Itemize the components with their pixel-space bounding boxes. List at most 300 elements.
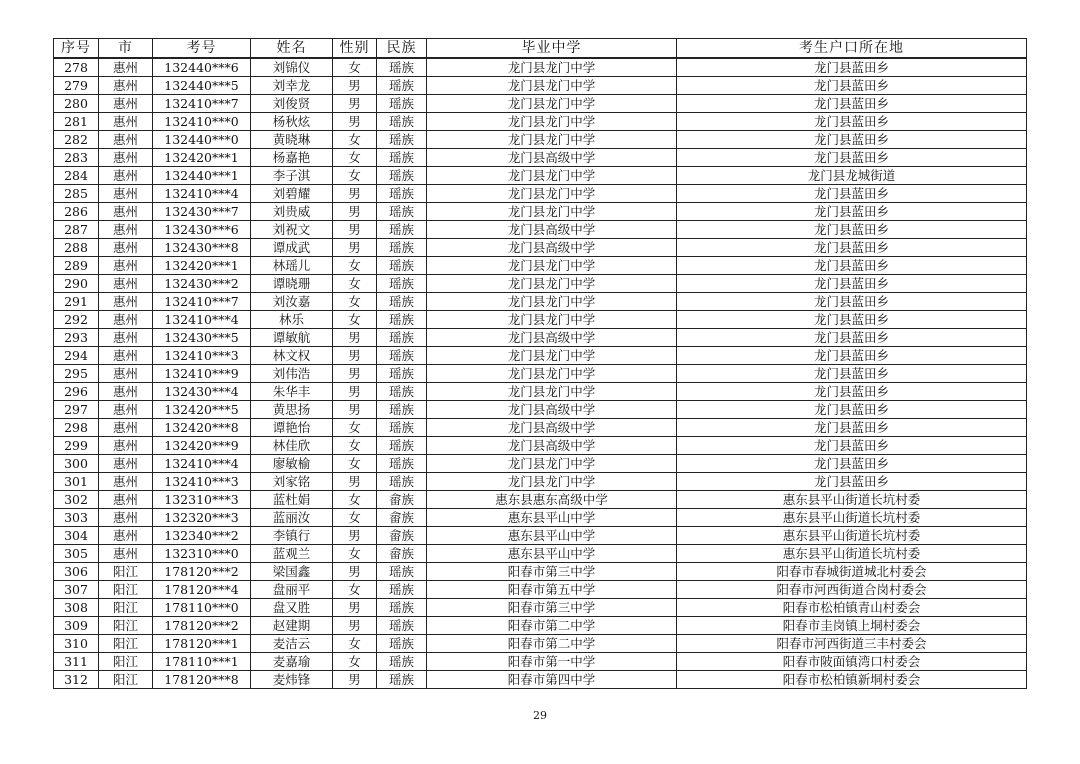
table-row — [54, 473, 1027, 491]
row-graduated-school: 龙门县龙门中学 — [427, 347, 677, 365]
row-exam-number: 132420***9 — [153, 437, 251, 455]
row-exam-number: 132440***1 — [153, 167, 251, 185]
row-name: 刘贵威 — [251, 203, 333, 221]
table-row — [54, 185, 1027, 203]
row-household-location: 龙门县蓝田乡 — [677, 239, 1027, 257]
row-exam-number: 132420***5 — [153, 401, 251, 419]
row-graduated-school: 龙门县高级中学 — [427, 437, 677, 455]
table-row — [54, 671, 1027, 689]
row-gender: 男 — [333, 671, 377, 689]
row-gender: 男 — [333, 599, 377, 617]
row-index: 287 — [54, 221, 99, 239]
row-exam-number: 132310***3 — [153, 491, 251, 509]
roster-body — [54, 58, 1027, 689]
row-name: 蓝观兰 — [251, 545, 333, 563]
row-index: 284 — [54, 167, 99, 185]
row-graduated-school: 龙门县高级中学 — [427, 221, 677, 239]
row-city: 惠州 — [99, 365, 153, 383]
table-row — [54, 437, 1027, 455]
row-name: 杨嘉艳 — [251, 149, 333, 167]
row-ethnicity: 畲族 — [377, 527, 427, 545]
row-exam-number: 132310***0 — [153, 545, 251, 563]
row-household-location: 龙门县蓝田乡 — [677, 257, 1027, 275]
header-exam-number: 考号 — [153, 39, 251, 59]
table-row — [54, 293, 1027, 311]
row-index: 310 — [54, 635, 99, 653]
table-row — [54, 545, 1027, 563]
row-name: 麦嘉瑜 — [251, 653, 333, 671]
row-household-location: 龙门县蓝田乡 — [677, 77, 1027, 95]
row-graduated-school: 龙门县龙门中学 — [427, 77, 677, 95]
table-row — [54, 347, 1027, 365]
table-row — [54, 131, 1027, 149]
row-graduated-school: 阳春市第三中学 — [427, 563, 677, 581]
row-index: 297 — [54, 401, 99, 419]
row-graduated-school: 阳春市第五中学 — [427, 581, 677, 599]
row-index: 286 — [54, 203, 99, 221]
row-index: 293 — [54, 329, 99, 347]
row-gender: 男 — [333, 77, 377, 95]
row-gender: 女 — [333, 509, 377, 527]
row-city: 阳江 — [99, 653, 153, 671]
row-graduated-school: 龙门县龙门中学 — [427, 185, 677, 203]
row-graduated-school: 龙门县龙门中学 — [427, 473, 677, 491]
row-exam-number: 132430***2 — [153, 275, 251, 293]
row-exam-number: 178120***8 — [153, 671, 251, 689]
row-name: 林文权 — [251, 347, 333, 365]
row-city: 惠州 — [99, 473, 153, 491]
row-graduated-school: 阳春市第二中学 — [427, 635, 677, 653]
row-index: 290 — [54, 275, 99, 293]
row-exam-number: 132430***4 — [153, 383, 251, 401]
row-name: 刘幸龙 — [251, 77, 333, 95]
row-ethnicity: 瑶族 — [377, 581, 427, 599]
row-name: 盘又胜 — [251, 599, 333, 617]
row-name: 谭晓珊 — [251, 275, 333, 293]
row-ethnicity: 瑶族 — [377, 203, 427, 221]
table-row — [54, 509, 1027, 527]
row-name: 麦洁云 — [251, 635, 333, 653]
row-name: 刘锦仪 — [251, 58, 333, 77]
row-ethnicity: 瑶族 — [377, 257, 427, 275]
row-index: 302 — [54, 491, 99, 509]
row-ethnicity: 瑶族 — [377, 221, 427, 239]
row-index: 280 — [54, 95, 99, 113]
row-graduated-school: 龙门县龙门中学 — [427, 383, 677, 401]
row-ethnicity: 瑶族 — [377, 58, 427, 77]
row-exam-number: 132440***5 — [153, 77, 251, 95]
row-name: 刘祝文 — [251, 221, 333, 239]
row-household-location: 龙门县蓝田乡 — [677, 275, 1027, 293]
row-city: 惠州 — [99, 131, 153, 149]
row-graduated-school: 龙门县龙门中学 — [427, 203, 677, 221]
row-name: 蓝丽汝 — [251, 509, 333, 527]
row-graduated-school: 龙门县龙门中学 — [427, 113, 677, 131]
row-graduated-school: 龙门县龙门中学 — [427, 131, 677, 149]
row-exam-number: 132410***4 — [153, 185, 251, 203]
row-city: 阳江 — [99, 581, 153, 599]
row-gender: 女 — [333, 437, 377, 455]
row-exam-number: 132430***7 — [153, 203, 251, 221]
row-city: 阳江 — [99, 563, 153, 581]
row-name: 林佳欣 — [251, 437, 333, 455]
row-index: 298 — [54, 419, 99, 437]
row-index: 295 — [54, 365, 99, 383]
row-exam-number: 178110***0 — [153, 599, 251, 617]
row-city: 惠州 — [99, 239, 153, 257]
row-ethnicity: 瑶族 — [377, 293, 427, 311]
row-ethnicity: 瑶族 — [377, 599, 427, 617]
row-exam-number: 132410***3 — [153, 347, 251, 365]
row-household-location: 龙门县蓝田乡 — [677, 383, 1027, 401]
roster-sheet — [53, 38, 1027, 689]
row-exam-number: 132420***8 — [153, 419, 251, 437]
row-graduated-school: 龙门县龙门中学 — [427, 365, 677, 383]
row-exam-number: 178120***1 — [153, 635, 251, 653]
row-household-location: 龙门县蓝田乡 — [677, 185, 1027, 203]
row-household-location: 龙门县蓝田乡 — [677, 203, 1027, 221]
row-household-location: 惠东县平山街道长坑村委 — [677, 491, 1027, 509]
row-gender: 男 — [333, 347, 377, 365]
row-city: 惠州 — [99, 203, 153, 221]
row-ethnicity: 畲族 — [377, 509, 427, 527]
row-graduated-school: 惠东县惠东高级中学 — [427, 491, 677, 509]
row-graduated-school: 龙门县龙门中学 — [427, 95, 677, 113]
row-gender: 女 — [333, 131, 377, 149]
row-graduated-school: 龙门县龙门中学 — [427, 455, 677, 473]
row-name: 蓝杜娟 — [251, 491, 333, 509]
row-index: 289 — [54, 257, 99, 275]
row-city: 惠州 — [99, 545, 153, 563]
row-city: 惠州 — [99, 419, 153, 437]
row-ethnicity: 瑶族 — [377, 167, 427, 185]
row-name: 朱华丰 — [251, 383, 333, 401]
row-name: 李子淇 — [251, 167, 333, 185]
row-graduated-school: 龙门县龙门中学 — [427, 275, 677, 293]
table-row — [54, 275, 1027, 293]
row-household-location: 龙门县蓝田乡 — [677, 221, 1027, 239]
row-ethnicity: 瑶族 — [377, 77, 427, 95]
table-row — [54, 563, 1027, 581]
row-household-location: 龙门县龙城街道 — [677, 167, 1027, 185]
row-name: 刘伟浩 — [251, 365, 333, 383]
row-name: 廖敏榆 — [251, 455, 333, 473]
row-ethnicity: 瑶族 — [377, 617, 427, 635]
row-exam-number: 132410***4 — [153, 311, 251, 329]
row-household-location: 龙门县蓝田乡 — [677, 473, 1027, 491]
row-name: 杨秋炫 — [251, 113, 333, 131]
row-ethnicity: 瑶族 — [377, 635, 427, 653]
row-city: 惠州 — [99, 257, 153, 275]
row-city: 阳江 — [99, 635, 153, 653]
row-exam-number: 132430***6 — [153, 221, 251, 239]
row-index: 278 — [54, 58, 99, 77]
row-exam-number: 132440***0 — [153, 131, 251, 149]
row-index: 301 — [54, 473, 99, 491]
row-exam-number: 132410***4 — [153, 455, 251, 473]
row-ethnicity: 瑶族 — [377, 329, 427, 347]
row-ethnicity: 瑶族 — [377, 185, 427, 203]
row-name: 黄晓琳 — [251, 131, 333, 149]
table-row — [54, 617, 1027, 635]
row-ethnicity: 瑶族 — [377, 401, 427, 419]
row-gender: 男 — [333, 185, 377, 203]
row-gender: 男 — [333, 113, 377, 131]
row-gender: 女 — [333, 257, 377, 275]
table-row — [54, 455, 1027, 473]
row-city: 惠州 — [99, 347, 153, 365]
row-ethnicity: 畲族 — [377, 491, 427, 509]
header-index: 序号 — [54, 39, 99, 59]
row-city: 惠州 — [99, 491, 153, 509]
row-city: 惠州 — [99, 58, 153, 77]
row-ethnicity: 瑶族 — [377, 365, 427, 383]
row-exam-number: 132340***2 — [153, 527, 251, 545]
row-gender: 男 — [333, 563, 377, 581]
row-exam-number: 132410***9 — [153, 365, 251, 383]
header-graduated-school: 毕业中学 — [427, 39, 677, 59]
table-row — [54, 149, 1027, 167]
row-city: 惠州 — [99, 455, 153, 473]
row-city: 惠州 — [99, 509, 153, 527]
row-household-location: 龙门县蓝田乡 — [677, 419, 1027, 437]
row-name: 麦炜锋 — [251, 671, 333, 689]
row-name: 林瑶儿 — [251, 257, 333, 275]
row-name: 刘家铭 — [251, 473, 333, 491]
row-graduated-school: 惠东县平山中学 — [427, 527, 677, 545]
row-index: 291 — [54, 293, 99, 311]
row-graduated-school: 龙门县高级中学 — [427, 419, 677, 437]
row-name: 刘碧耀 — [251, 185, 333, 203]
header-city: 市 — [99, 39, 153, 59]
row-city: 惠州 — [99, 329, 153, 347]
table-row — [54, 329, 1027, 347]
row-exam-number: 132430***5 — [153, 329, 251, 347]
row-city: 惠州 — [99, 401, 153, 419]
row-index: 311 — [54, 653, 99, 671]
row-household-location: 龙门县蓝田乡 — [677, 437, 1027, 455]
row-exam-number: 132320***3 — [153, 509, 251, 527]
row-ethnicity: 畲族 — [377, 545, 427, 563]
row-household-location: 惠东县平山街道长坑村委 — [677, 545, 1027, 563]
row-ethnicity: 瑶族 — [377, 131, 427, 149]
row-ethnicity: 瑶族 — [377, 149, 427, 167]
row-city: 惠州 — [99, 167, 153, 185]
row-name: 谭敏航 — [251, 329, 333, 347]
row-name: 赵建期 — [251, 617, 333, 635]
row-exam-number: 132410***3 — [153, 473, 251, 491]
row-gender: 男 — [333, 203, 377, 221]
row-household-location: 阳春市松柏镇青山村委会 — [677, 599, 1027, 617]
row-gender: 女 — [333, 491, 377, 509]
row-city: 阳江 — [99, 617, 153, 635]
table-row — [54, 653, 1027, 671]
row-ethnicity: 瑶族 — [377, 383, 427, 401]
row-gender: 女 — [333, 311, 377, 329]
row-gender: 女 — [333, 419, 377, 437]
table-row — [54, 239, 1027, 257]
row-graduated-school: 龙门县高级中学 — [427, 401, 677, 419]
row-index: 312 — [54, 671, 99, 689]
row-exam-number: 132410***7 — [153, 95, 251, 113]
row-city: 惠州 — [99, 293, 153, 311]
student-roster-table — [53, 38, 1027, 689]
header-ethnicity: 民族 — [377, 39, 427, 59]
row-ethnicity: 瑶族 — [377, 653, 427, 671]
row-city: 阳江 — [99, 599, 153, 617]
row-gender: 女 — [333, 293, 377, 311]
table-row — [54, 581, 1027, 599]
row-index: 309 — [54, 617, 99, 635]
row-exam-number: 132420***1 — [153, 149, 251, 167]
row-household-location: 龙门县蓝田乡 — [677, 149, 1027, 167]
row-city: 惠州 — [99, 311, 153, 329]
table-row — [54, 365, 1027, 383]
table-row — [54, 401, 1027, 419]
row-household-location: 龙门县蓝田乡 — [677, 293, 1027, 311]
row-index: 288 — [54, 239, 99, 257]
row-household-location: 阳春市河西街道三丰村委会 — [677, 635, 1027, 653]
row-ethnicity: 瑶族 — [377, 275, 427, 293]
header-household-location: 考生户口所在地 — [677, 39, 1027, 59]
table-row — [54, 635, 1027, 653]
row-graduated-school: 龙门县龙门中学 — [427, 58, 677, 77]
row-graduated-school: 龙门县龙门中学 — [427, 167, 677, 185]
row-name: 林乐 — [251, 311, 333, 329]
row-graduated-school: 惠东县平山中学 — [427, 509, 677, 527]
table-row — [54, 491, 1027, 509]
row-graduated-school: 龙门县高级中学 — [427, 239, 677, 257]
table-row — [54, 419, 1027, 437]
row-city: 惠州 — [99, 149, 153, 167]
row-gender: 女 — [333, 545, 377, 563]
table-row — [54, 203, 1027, 221]
row-ethnicity: 瑶族 — [377, 347, 427, 365]
row-gender: 女 — [333, 58, 377, 77]
row-ethnicity: 瑶族 — [377, 563, 427, 581]
row-gender: 女 — [333, 581, 377, 599]
table-row — [54, 257, 1027, 275]
row-gender: 女 — [333, 635, 377, 653]
row-graduated-school: 龙门县高级中学 — [427, 149, 677, 167]
row-name: 刘汝嘉 — [251, 293, 333, 311]
row-index: 294 — [54, 347, 99, 365]
row-exam-number: 132440***6 — [153, 58, 251, 77]
row-household-location: 龙门县蓝田乡 — [677, 58, 1027, 77]
row-city: 惠州 — [99, 113, 153, 131]
row-ethnicity: 瑶族 — [377, 455, 427, 473]
row-ethnicity: 瑶族 — [377, 419, 427, 437]
row-household-location: 阳春市圭岗镇上垌村委会 — [677, 617, 1027, 635]
row-gender: 女 — [333, 653, 377, 671]
row-household-location: 龙门县蓝田乡 — [677, 401, 1027, 419]
row-household-location: 龙门县蓝田乡 — [677, 347, 1027, 365]
row-gender: 男 — [333, 383, 377, 401]
row-ethnicity: 瑶族 — [377, 113, 427, 131]
row-ethnicity: 瑶族 — [377, 671, 427, 689]
row-household-location: 阳春市河西街道合岗村委会 — [677, 581, 1027, 599]
row-index: 296 — [54, 383, 99, 401]
header-gender: 性别 — [333, 39, 377, 59]
row-household-location: 惠东县平山街道长坑村委 — [677, 509, 1027, 527]
table-row — [54, 599, 1027, 617]
row-graduated-school: 龙门县龙门中学 — [427, 293, 677, 311]
row-city: 阳江 — [99, 671, 153, 689]
row-ethnicity: 瑶族 — [377, 437, 427, 455]
row-city: 惠州 — [99, 185, 153, 203]
row-ethnicity: 瑶族 — [377, 473, 427, 491]
row-ethnicity: 瑶族 — [377, 95, 427, 113]
page-number: 29 — [533, 709, 547, 722]
row-household-location: 龙门县蓝田乡 — [677, 365, 1027, 383]
header-name: 姓名 — [251, 39, 333, 59]
row-graduated-school: 龙门县龙门中学 — [427, 311, 677, 329]
row-city: 惠州 — [99, 527, 153, 545]
row-gender: 男 — [333, 401, 377, 419]
row-graduated-school: 阳春市第三中学 — [427, 599, 677, 617]
row-index: 279 — [54, 77, 99, 95]
row-exam-number: 132410***0 — [153, 113, 251, 131]
row-gender: 女 — [333, 149, 377, 167]
row-graduated-school: 惠东县平山中学 — [427, 545, 677, 563]
row-name: 谭艳怡 — [251, 419, 333, 437]
row-exam-number: 178110***1 — [153, 653, 251, 671]
row-gender: 女 — [333, 167, 377, 185]
row-city: 惠州 — [99, 77, 153, 95]
row-graduated-school: 阳春市第二中学 — [427, 617, 677, 635]
row-city: 惠州 — [99, 275, 153, 293]
row-index: 304 — [54, 527, 99, 545]
row-index: 282 — [54, 131, 99, 149]
row-index: 303 — [54, 509, 99, 527]
row-graduated-school: 阳春市第四中学 — [427, 671, 677, 689]
row-ethnicity: 瑶族 — [377, 311, 427, 329]
row-household-location: 龙门县蓝田乡 — [677, 311, 1027, 329]
row-gender: 女 — [333, 275, 377, 293]
row-household-location: 龙门县蓝田乡 — [677, 131, 1027, 149]
row-index: 300 — [54, 455, 99, 473]
row-graduated-school: 阳春市第一中学 — [427, 653, 677, 671]
table-row — [54, 383, 1027, 401]
table-row — [54, 527, 1027, 545]
row-gender: 男 — [333, 473, 377, 491]
row-gender: 男 — [333, 95, 377, 113]
row-name: 梁国鑫 — [251, 563, 333, 581]
table-row — [54, 95, 1027, 113]
row-exam-number: 132410***7 — [153, 293, 251, 311]
row-index: 307 — [54, 581, 99, 599]
row-gender: 男 — [333, 221, 377, 239]
row-household-location: 龙门县蓝田乡 — [677, 329, 1027, 347]
row-index: 299 — [54, 437, 99, 455]
row-household-location: 阳春市春城街道城北村委会 — [677, 563, 1027, 581]
row-gender: 男 — [333, 329, 377, 347]
row-household-location: 龙门县蓝田乡 — [677, 455, 1027, 473]
row-index: 292 — [54, 311, 99, 329]
row-index: 285 — [54, 185, 99, 203]
row-name: 刘俊贤 — [251, 95, 333, 113]
row-index: 308 — [54, 599, 99, 617]
row-exam-number: 132430***8 — [153, 239, 251, 257]
row-gender: 男 — [333, 365, 377, 383]
row-ethnicity: 瑶族 — [377, 239, 427, 257]
row-gender: 女 — [333, 455, 377, 473]
row-index: 305 — [54, 545, 99, 563]
row-household-location: 龙门县蓝田乡 — [677, 95, 1027, 113]
row-gender: 男 — [333, 527, 377, 545]
row-name: 盘丽平 — [251, 581, 333, 599]
row-exam-number: 178120***4 — [153, 581, 251, 599]
